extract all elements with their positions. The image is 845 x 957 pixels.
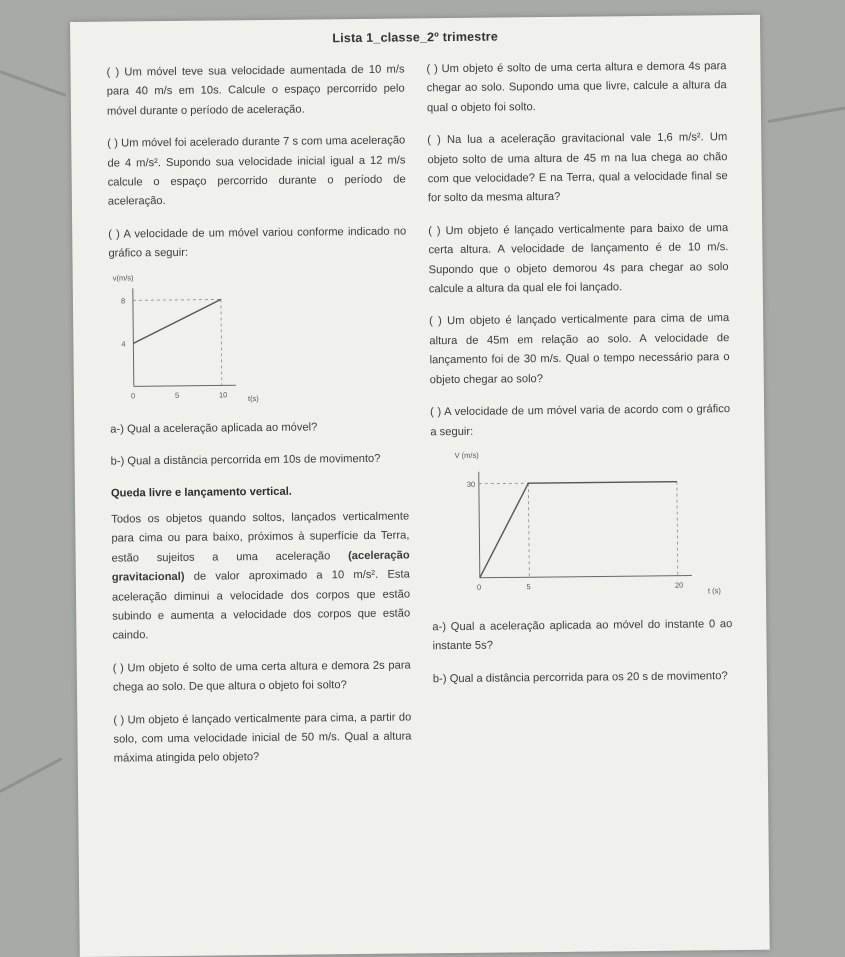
section-paragraph (111, 507, 410, 646)
section-text-1: Todos os objetos quando soltos, lançados verticalmente para cima ou para baixo, próximos à superfície da Terra, estão sujeitos a uma aceleração (111, 510, 410, 565)
graph1-x-tick: 5 (174, 390, 180, 400)
graph1-y-tick: 4 (121, 339, 126, 349)
graph2-y-tick: 30 (466, 479, 476, 489)
graph2-guide-v (528, 483, 529, 577)
worksheet-page (70, 15, 770, 957)
velocity-graph-2 (430, 443, 732, 606)
graph1-xlabel: t(s) (247, 393, 259, 403)
question-3a: a-) Qual a aceleração aplicada ao móvel? (110, 421, 318, 436)
graph1-guide-h (133, 299, 221, 300)
question-7: ( ) Na lua a aceleração gravitacional vale 1,6 m/s². Um objeto solto de uma altura de 45 m na lua chega ao chão com que velocidade? E na Terra, qual a velocidade final se for solto da mesma altura? (427, 131, 728, 205)
graph2-x-axis (480, 575, 692, 577)
question-4: ( ) Um objeto é solto de uma certa altura e demora 2s para chega ao solo. De que altura o objeto foi solto? (112, 659, 411, 694)
graph2-x-tick: 0 (476, 582, 482, 592)
section-text-2: de valor aproximado a 10 m/s². Esta aceleração diminui a velocidade dos corpos que estão subindo e aumenta a velocidade dos corpos que estão caindo. (111, 568, 411, 642)
question-1: ( ) Um móvel teve sua velocidade aumentada de 10 m/s para 40 m/s em 10s. Calcule o espaço percorrido pelo móvel durante o período de aceleração. (106, 63, 405, 118)
floor-line (0, 70, 66, 97)
graph2-y-axis (479, 472, 480, 578)
graph1-x-axis (134, 385, 236, 386)
section-title: Queda livre e lançamento vertical. (110, 486, 292, 501)
left-column (106, 61, 412, 783)
graph1-y-tick: 8 (120, 296, 126, 306)
question-9: ( ) Um objeto é lançado verticalmente para cima de uma altura de 45m em relação ao solo. A velocidade de lançamento foi de 30 m/s. Qual o tempo necessário para o objeto chegar ao solo? (429, 312, 730, 386)
question-3: ( ) A velocidade de um móvel variou conforme indicado no gráfico a seguir: (108, 225, 407, 260)
question-3b: b-) Qual a distância percorrida em 10s de movimento? (110, 452, 381, 468)
graph1-x-tick: 10 (218, 390, 228, 400)
question-10a: a-) Qual a aceleração aplicada ao móvel do instante 0 ao instante 5s? (432, 618, 733, 653)
graph2-x-tick: 20 (674, 580, 684, 590)
graph1-x-tick: 0 (130, 390, 136, 401)
right-column (426, 57, 733, 702)
velocity-graph-2-svg (430, 443, 732, 606)
graph2-xlabel: t (s) (707, 586, 721, 596)
question-2: ( ) Um móvel foi acelerado durante 7 s com uma aceleração de 4 m/s². Supondo sua velocidade inicial igual a 12 m/s calcule o espaço percorrido durante o período de aceleração. (107, 134, 406, 209)
graph1-series-line (133, 299, 221, 343)
question-6: ( ) Um objeto é solto de uma certa altura e demora 4s para chegar ao solo. Supondo uma que livre, calcule a altura da qual o objeto foi solto. (426, 60, 727, 115)
question-10: ( ) A velocidade de um móvel varia de acordo com o gráfico a seguir: (430, 403, 731, 438)
question-8: ( ) Um objeto é lançado verticalmente para baixo de uma certa altura. A velocidade de lançamento é de 10 m/s. Supondo que o objeto demorou 4s para chegar ao solo calcule a altura da qual ele foi lançado. (428, 221, 729, 296)
graph1-guide-v (221, 299, 222, 385)
question-10b: b-) Qual a distância percorrida para os 20 s de movimento? (432, 669, 728, 685)
graph2-series-line (479, 482, 678, 578)
graph2-guide-v (677, 482, 678, 576)
question-5: ( ) Um objeto é lançado verticalmente para cima, a partir do solo, com uma velocidade inicial de 50 m/s. Qual a altura máxima atingida pelo objeto? (113, 710, 412, 765)
section-bold-term: (aceleração gravitacional) (111, 549, 410, 584)
graph2-x-tick: 5 (526, 582, 531, 592)
page-title: Lista 1_classe_2º trimestre (332, 29, 499, 46)
velocity-graph-1 (109, 265, 408, 408)
graph2-ylabel: V (m/s) (454, 450, 479, 460)
velocity-graph-1-svg (109, 267, 270, 409)
floor-line (768, 106, 845, 123)
graph1-y-axis (133, 288, 134, 386)
graph1-ylabel: v(m/s) (112, 273, 134, 283)
floor-line (0, 757, 63, 793)
